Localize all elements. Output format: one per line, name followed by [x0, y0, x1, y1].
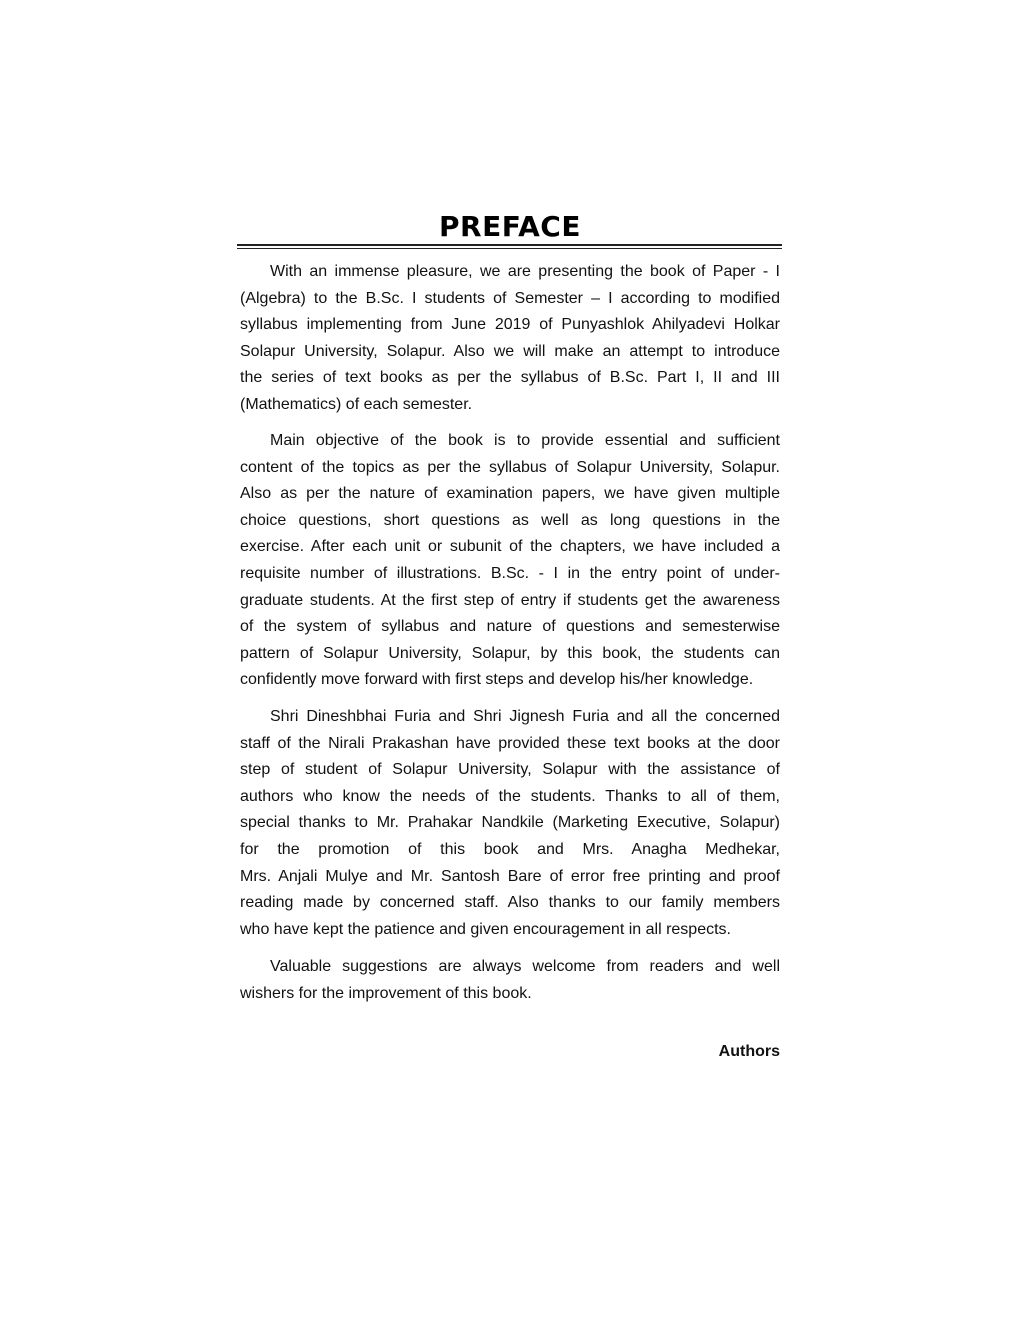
page-title: PREFACE	[439, 210, 581, 243]
text-line: requisite number of illustrations. B.Sc. - I in the entry point of under-	[240, 564, 780, 582]
text-line: Valuable suggestions are always welcome from readers and well	[270, 958, 780, 975]
title-double-rule	[237, 244, 782, 249]
text-line: syllabus implementing from June 2019 of Punyashlok Ahilyadevi Holkar	[240, 316, 780, 334]
authors-signature: Authors	[718, 1043, 780, 1060]
text-line: Solapur University, Solapur. Also we will make an attempt to introduce	[240, 342, 780, 360]
text-line: graduate students. At the first step of entry if students get the awareness	[240, 591, 780, 609]
text-line: for the promotion of this book and Mrs. Anagha Medhekar,	[240, 840, 780, 858]
paragraph-3	[240, 704, 780, 943]
paragraph-1	[240, 259, 780, 419]
text-line: reading made by concerned staff. Also thanks to our family members	[240, 894, 780, 912]
text-line: (Mathematics) of each semester.	[240, 395, 473, 413]
text-line: Mrs. Anjali Mulye and Mr. Santosh Bare of error free printing and proof	[240, 867, 780, 885]
text-line: wishers for the improvement of this book.	[240, 984, 532, 1002]
text-line: confidently move forward with first steps and develop his/her knowledge.	[240, 671, 754, 689]
text-line: Shri Dineshbhai Furia and Shri Jignesh Furia and all the concerned	[270, 708, 780, 725]
text-line: special thanks to Mr. Prahakar Nandkile (Marketing Executive, Solapur)	[240, 814, 780, 832]
text-line: who have kept the patience and given encouragement in all respects.	[240, 920, 731, 938]
paragraph-4	[240, 954, 780, 1007]
text-line: With an immense pleasure, we are presenting the book of Paper - I	[270, 263, 780, 280]
text-line: choice questions, short questions as well as long questions in the	[240, 511, 780, 529]
text-line: content of the topics as per the syllabus of Solapur University, Solapur.	[240, 458, 780, 476]
text-line: step of student of Solapur University, Solapur with the assistance of	[240, 761, 780, 779]
text-line: Main objective of the book is to provide essential and sufficient	[270, 432, 780, 449]
text-line: of the system of syllabus and nature of questions and semesterwise	[240, 618, 780, 636]
text-line: the series of text books as per the syllabus of B.Sc. Part I, II and III	[240, 369, 780, 387]
text-line: pattern of Solapur University, Solapur, by this book, the students can	[240, 644, 780, 662]
text-line: (Algebra) to the B.Sc. I students of Semester – I according to modified	[240, 289, 780, 307]
text-line: exercise. After each unit or subunit of the chapters, we have included a	[240, 538, 780, 556]
text-line: authors who know the needs of the students. Thanks to all of them,	[240, 787, 780, 805]
text-line: staff of the Nirali Prakashan have provided these text books at the door	[240, 734, 780, 752]
paragraph-2	[240, 428, 780, 694]
text-line: Also as per the nature of examination papers, we have given multiple	[240, 485, 780, 503]
